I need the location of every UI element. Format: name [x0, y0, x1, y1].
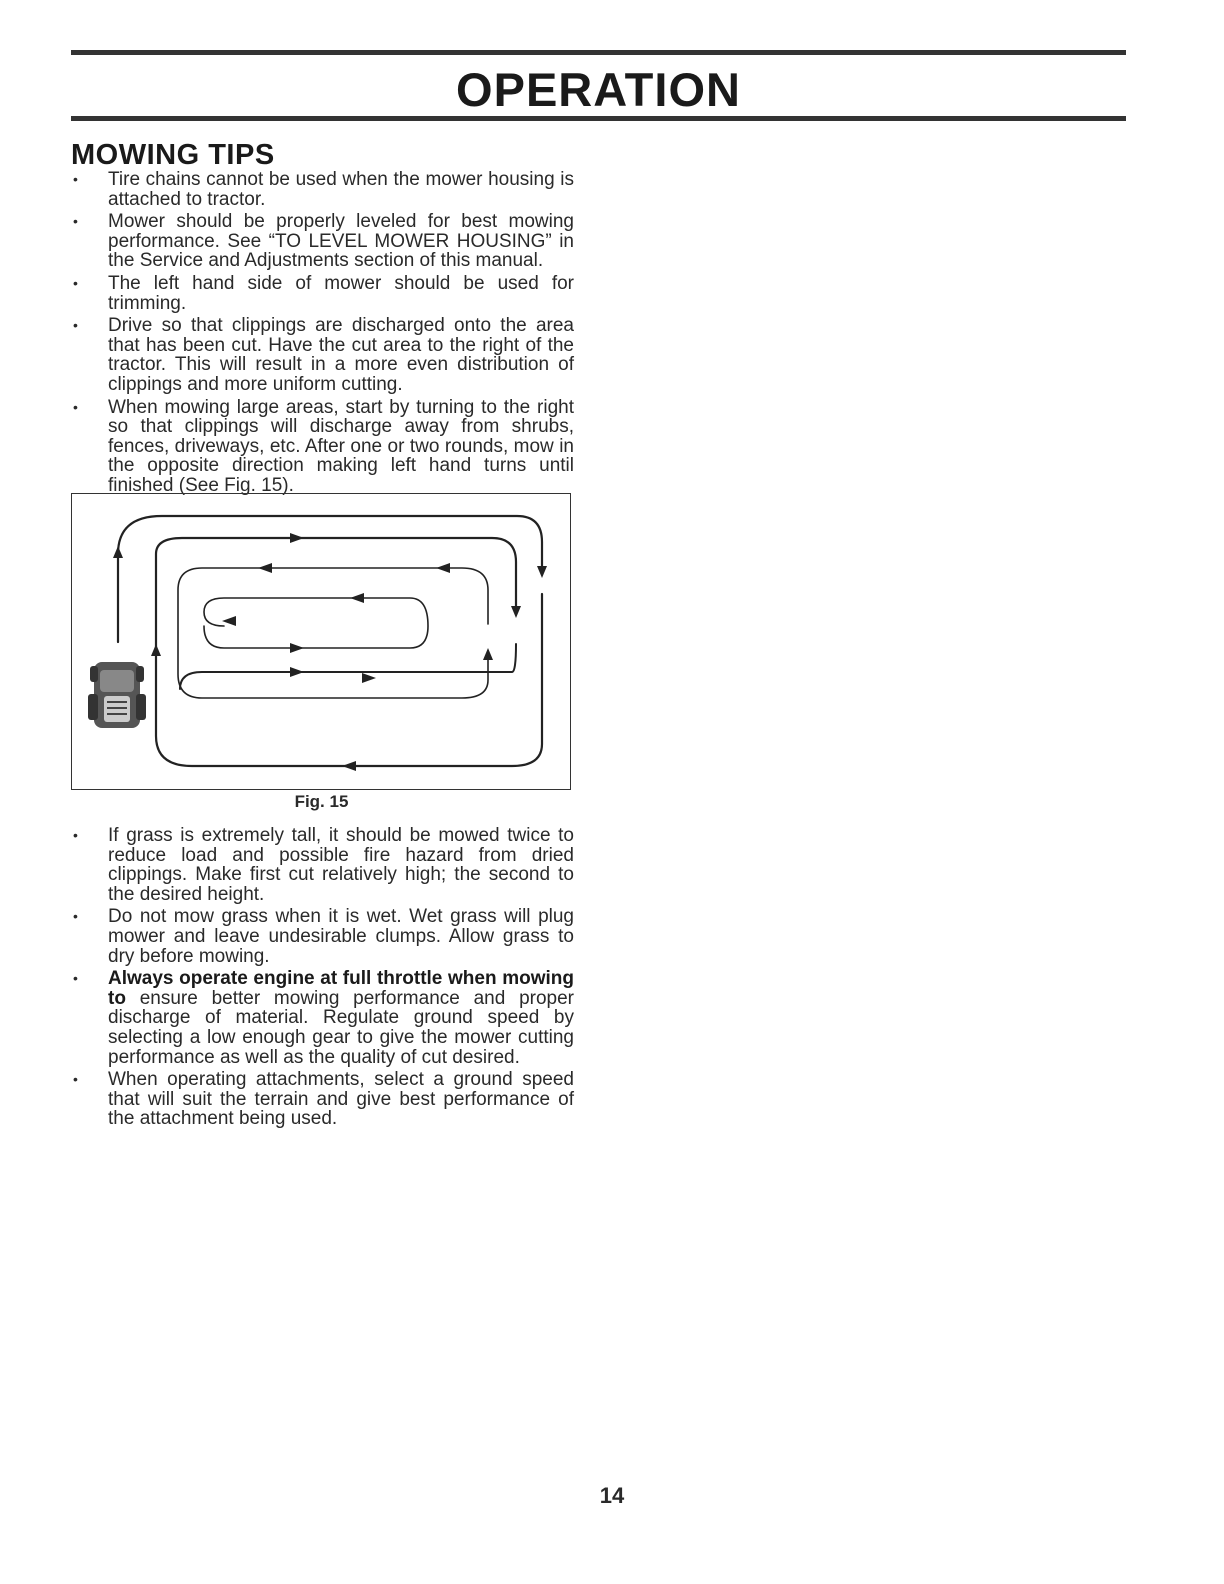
tip-full-throttle: [71, 969, 574, 1067]
arrow-left-upper-2: [436, 563, 450, 573]
tip-trimming: • The left hand side of mower should be used for trimming.: [71, 274, 574, 313]
path-right-outer: [156, 538, 542, 766]
page-number: 14: [599, 1483, 625, 1508]
arrow-up-right-middle: [483, 648, 493, 660]
page-title: OPERATION: [456, 63, 741, 116]
tractor-icon: [88, 662, 146, 728]
tip-wet-grass: • Do not mow grass when it is wet. Wet grass will plug mower and leave undesirable clumps. Allow grass to dry before mowing.: [71, 907, 574, 966]
tip-large-areas: • When mowing large areas, start by turning to the right so that clippings will discharge away from shrubs, fences, driveways, etc. After one or two rounds, mow in the opposite direction making left hand turns until finished (See Fig. 15).: [71, 398, 574, 496]
path-inner-loop: [204, 598, 428, 648]
tip-level-mower: • Mower should be properly leveled for best mowing performance. See “TO LEVEL MOWER HOUSING” in the Service and Adjustments section of this manual.: [71, 212, 574, 271]
arrow-down-right-outer: [537, 566, 547, 578]
arrow-left-inner: [350, 593, 364, 603]
arrow-up-left-inner: [151, 644, 161, 656]
figure-caption: Fig. 15: [294, 792, 349, 811]
tip-tire-chains: • Tire chains cannot be used when the mower housing is attached to tractor.: [71, 170, 574, 209]
path-bottom-pass: [180, 644, 516, 689]
tip-attachments: • When operating attachments, select a ground speed that will suit the terrain and give best performance of the attachment being used.: [71, 1070, 574, 1129]
header-rule-top: [71, 50, 1126, 55]
arrow-right-top: [290, 533, 304, 543]
path-middle-loop: [178, 568, 488, 698]
arrow-up-left: [113, 546, 123, 558]
header-rule-bottom: [71, 116, 1126, 121]
path-outer-loop: [118, 516, 542, 642]
arrow-left-inner-2: [222, 616, 236, 626]
tips-list-bottom: [71, 826, 574, 1132]
mowing-pattern-figure: [71, 493, 571, 790]
tip-full-throttle-bold: Always operate engine at full throttle when mowing to: [108, 968, 574, 1009]
arrow-right-inner: [290, 643, 304, 653]
mowing-pattern-diagram: [72, 494, 570, 789]
arrow-down-right-inner: [511, 606, 521, 618]
tips-list-top: [71, 170, 574, 499]
tip-discharge: • Drive so that clippings are discharged onto the area that has been cut. Have the cut area to the right of the tractor. This will result in a more even distribution of clippings and more uniform cutting.: [71, 316, 574, 394]
arrow-right-bottom: [290, 667, 304, 677]
arrow-right-middle: [362, 673, 376, 683]
tip-tall-grass: • If grass is extremely tall, it should be mowed twice to reduce load and possible fire hazard from dried clippings. Make first cut relatively high; the second to the desired height.: [71, 826, 574, 904]
arrow-left-upper: [258, 563, 272, 573]
arrow-left-bottom: [342, 761, 356, 771]
tip-full-throttle-text: ensure better mowing performance and proper discharge of material. Regulate ground speed by selecting a low enough gear to give the mower cutting performance as well as the quality of cut desired.: [108, 987, 574, 1068]
section-heading: MOWING TIPS: [71, 139, 275, 171]
